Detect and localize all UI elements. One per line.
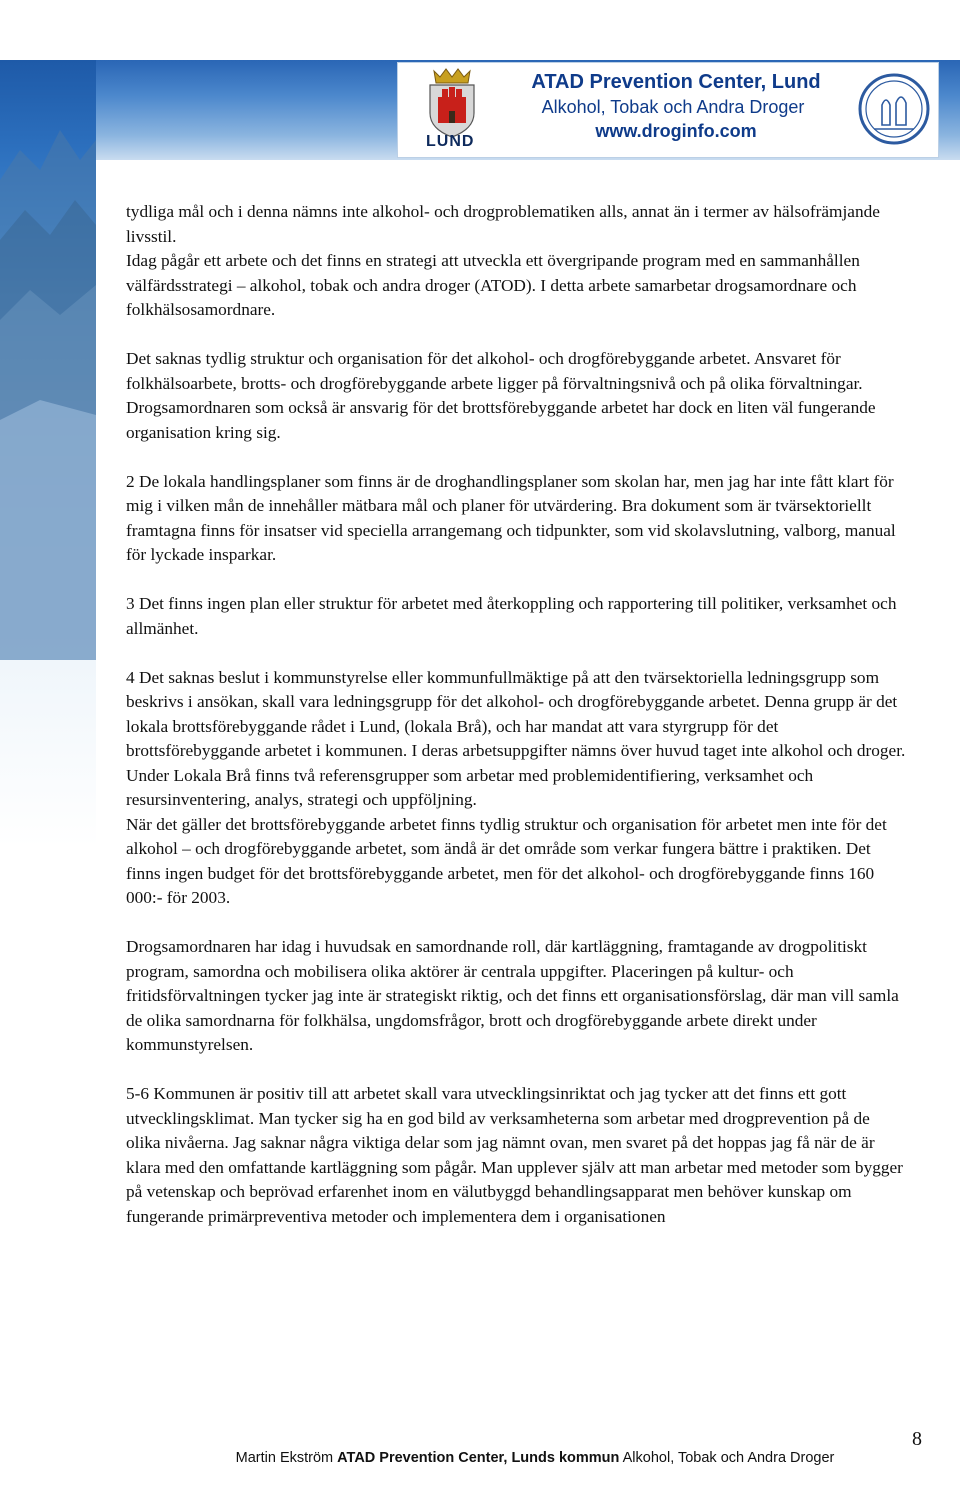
paragraph: 2 De lokala handlingsplaner som finns är de droghandlingsplaner som skolan har, men jag har inte fått klart för mig i vilken mån de innehåller mätbara mål och planer för utvärdering. Bra dokument som är tvärsektoriellt framtagna finns för insatser vid speciella arrangemang och tidpunkter, som vid skolavslutning, valborg, manual för lyckade insparkar.: [126, 471, 896, 564]
paragraph: 5-6 Kommunen är positiv till att arbetet skall vara utvecklingsinriktat och jag tycker att det finns ett gott utvecklingsklimat. Man tycker sig ha en god bild av verksamheterna som arbetar med drogprevention på de olika nivåerna. Jag saknar några viktiga delar som jag nämnt ovan, men svaret på det hoppas jag få när de är klara med den omfattande kartläggning som pågår. Man upplever själv att man arbetar med metoder som bygger på vetenskap och beprövad erfarenhet inom en välutbyggd behandlingsapparat men behöver kunskap om fungerande primärpreventiva metoder och implementera dem i organisationen: [126, 1084, 903, 1226]
paragraph: Det saknas tydlig struktur och organisation för det alkohol- och drogförebyggande arbetet. Ansvaret för folkhälsoarbete, brotts- och drogförebyggande arbete ligger på förvaltningsnivå och på olika förvaltningar. Drogsamordnaren som också är ansvarig för det brottsförebyggande arbetet har dock en liten väl fungerande organisation kring sig.: [126, 349, 876, 442]
mountain-illustration: [0, 60, 96, 660]
page-number: 8: [912, 1428, 922, 1450]
footer-author: Martin Ekström: [235, 1450, 334, 1466]
header-url-link[interactable]: www.droginfo.com: [595, 121, 757, 141]
paragraph: När det gäller det brottsförebyggande arbetet finns tydlig struktur och organisation för arbetet men inte för det alkohol – och drogförebyggande arbetet, som ändå är det område som verkar fungera bättre i praktiken. Det finns ingen budget för det brottsförebyggande arbetet, men för det alkohol- och drogförebyggande finns 160 000:- för 2003.: [126, 814, 887, 907]
document-body: [126, 200, 906, 1254]
header-banner: [397, 62, 939, 158]
page-footer: [0, 1450, 960, 1466]
header-subtitle: Alkohol, Tobak och Andra Droger: [541, 97, 805, 117]
paragraph: Drogsamordnaren har idag i huvudsak en samordnande roll, där kartläggning, framtagande av drogpolitiskt program, samordna och mobilisera olika aktörer är centrala uppgifter. Placeringen på kultur- och fritidsförvaltningen tycker jag inte är strategiskt riktig, och det finns ett organisationsförslag, där man vill samla de olika samordnarna för folkhälsa, ungdomsfrågor, brott och drogförebyggande arbete direkt under kommunstyrelsen.: [126, 937, 899, 1054]
paragraph: 3 Det finns ingen plan eller struktur för arbetet med återkoppling och rapportering till politiker, verksamhet och allmänhet.: [126, 594, 897, 638]
header-title: ATAD Prevention Center, Lund: [531, 71, 821, 93]
paragraph: Idag pågår ett arbete och det finns en strategi att utveckla ett övergripande program med en sammanhållen välfärdsstrategi – alkohol, tobak och andra droger (ATOD). I detta arbete samarbetar drogsamordnare och folkhälsosamordnare.: [126, 251, 860, 319]
decorative-landscape-strip: [0, 60, 96, 1492]
footer-tagline: Alkohol, Tobak och Andra Droger: [622, 1450, 835, 1466]
droginfo-logo-icon: [856, 69, 932, 149]
lund-logo-text: LUND: [426, 133, 475, 150]
paragraph: tydliga mål och i denna nämns inte alkohol- och drogproblematiken alls, annat än i termer av hälsofrämjande livsstil.: [126, 202, 880, 246]
footer-org: ATAD Prevention Center, Lunds kommun: [337, 1450, 620, 1466]
paragraph: 4 Det saknas beslut i kommunstyrelse eller kommunfullmäktige på att den tvärsektoriella ledningsgrupp som beskrivs i ansökan, skall vara ledningsgrupp för det alkohol- och drogförebyggande arbetet. Denna grupp är det lokala brottsförebyggande rådet i Lund, (lokala Brå), och har mandat att vara styrgrupp för det brottsförebyggande arbetet i kommunen. I deras arbetsuppgifter nämns över huvud taget inte alkohol och droger. Under Lokala Brå finns två referensgrupper som arbetar med problemidentifiering, verksamhet och resursinventering, analys, strategi och uppföljning.: [126, 667, 906, 809]
